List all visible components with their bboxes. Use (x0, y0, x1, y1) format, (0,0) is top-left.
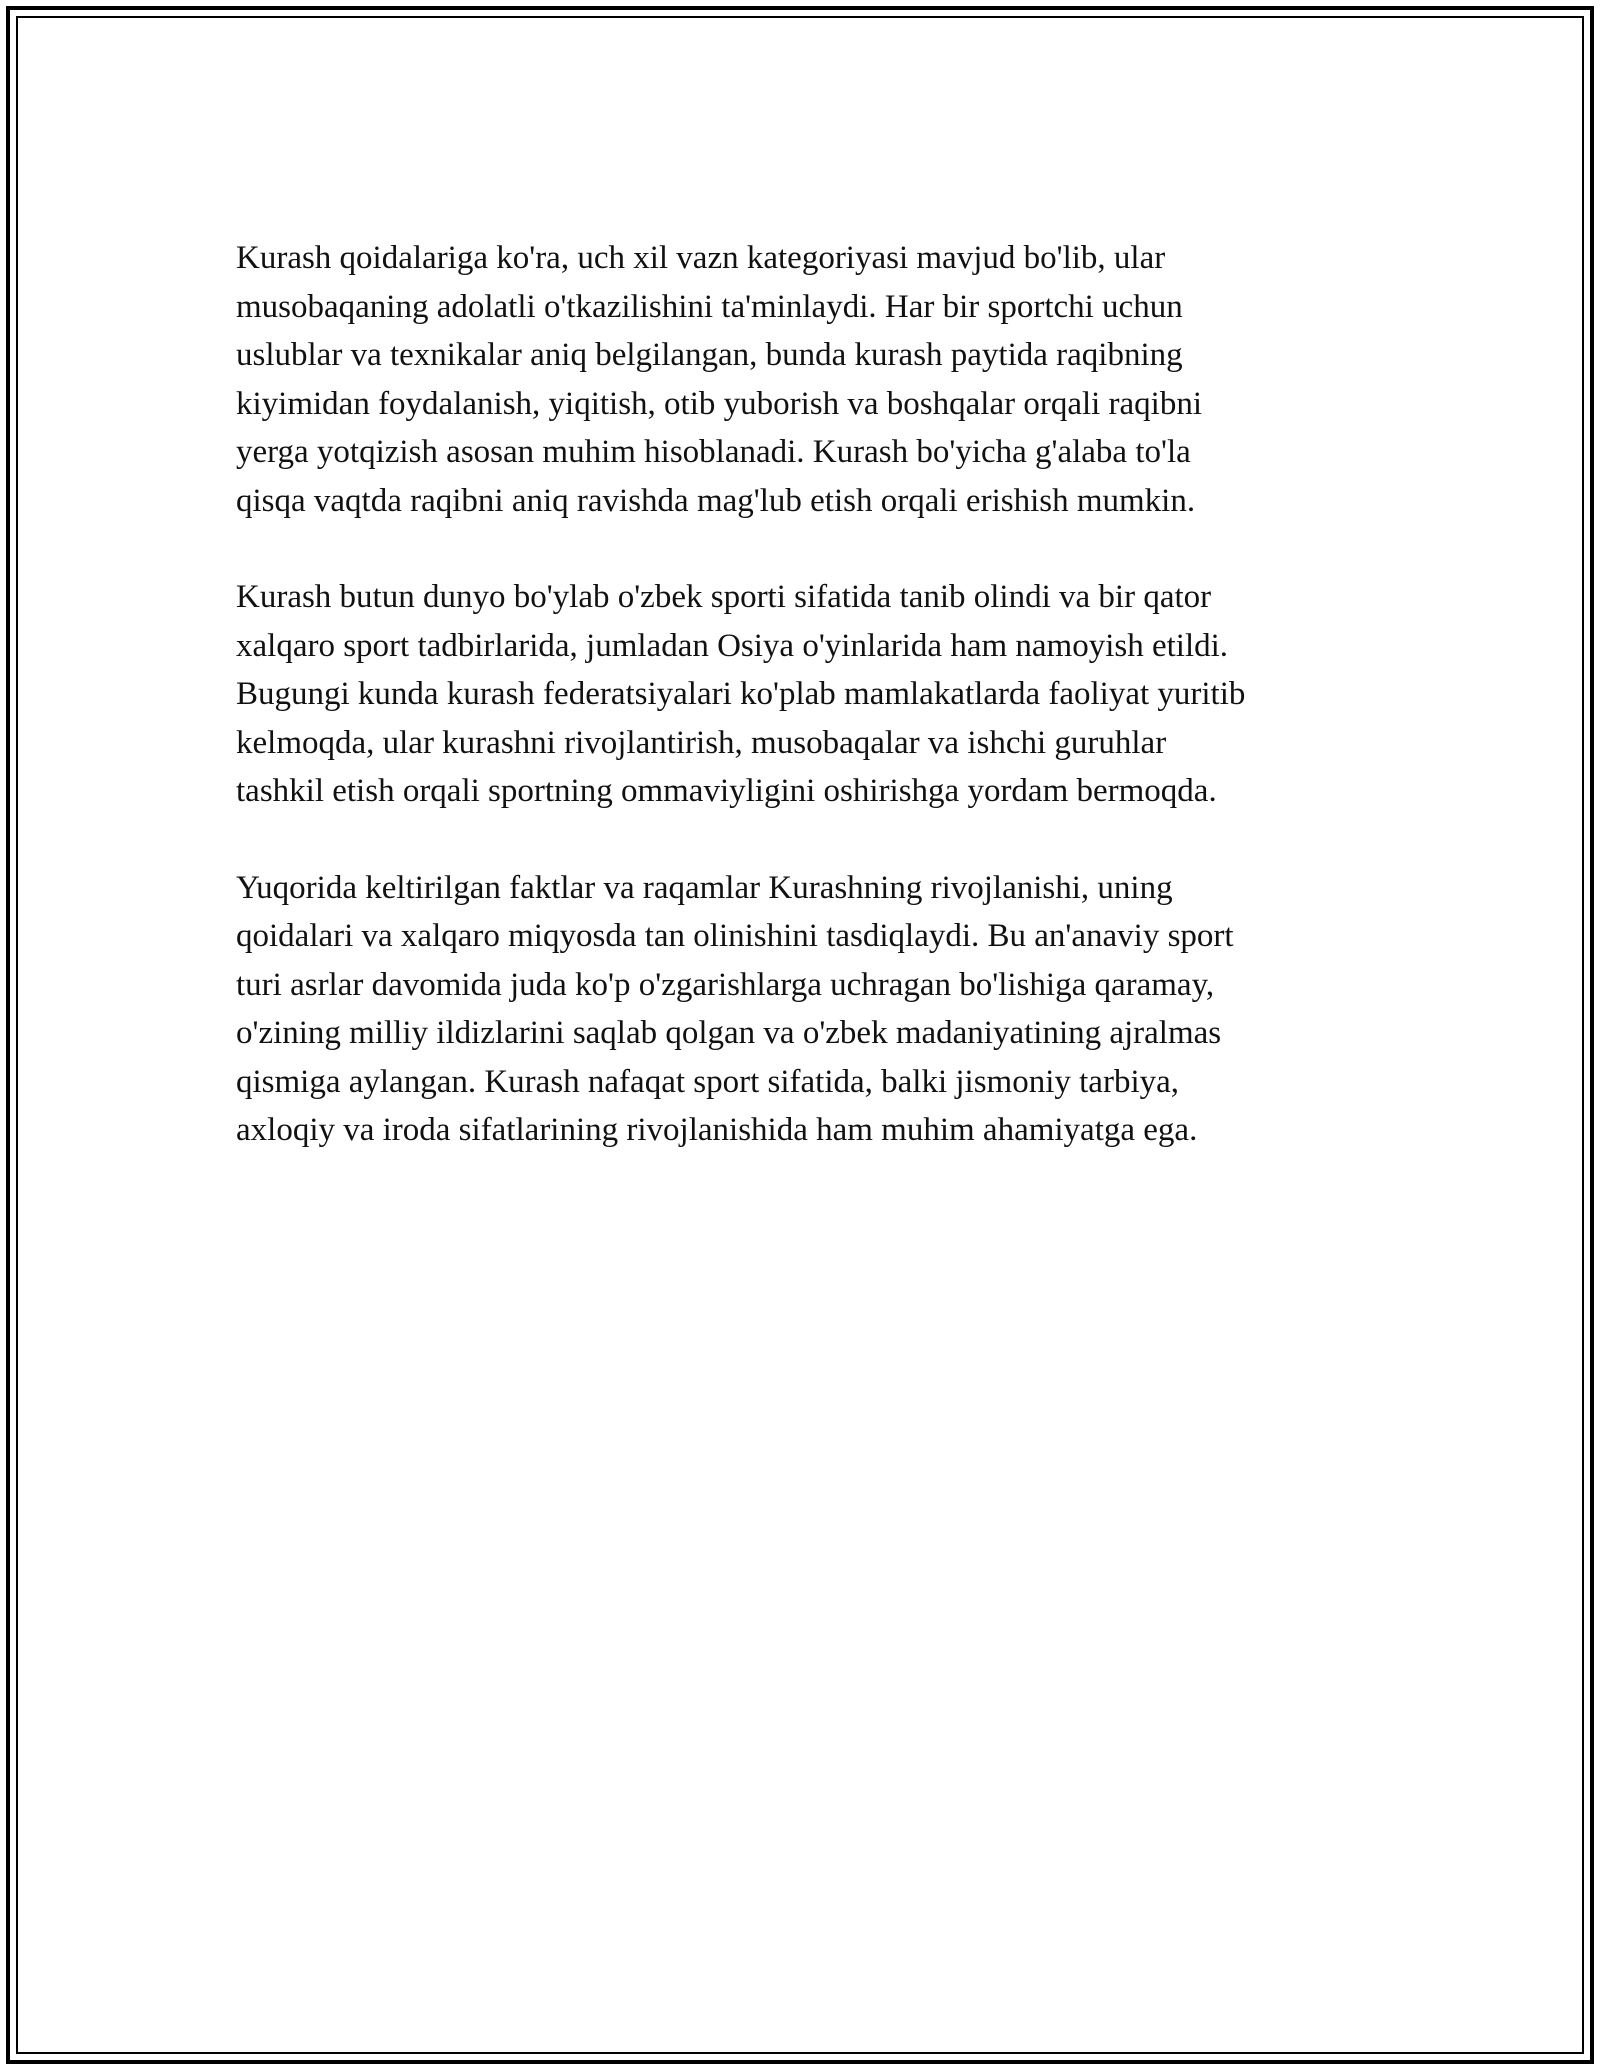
paragraph-recognition: Kurash butun dunyo bo'ylab o'zbek sporti sifatida tanib olindi va bir qator xalqaro sport tadbirlarida, jumladan Osiya o'yinlarida ham namoyish etildi. Bugungi kunda kurash federatsiyalari ko'plab mamlakatlarda faoliyat yuritib kelmoqda, ular kurashni rivojlantirish, musobaqalar va ishchi guruhlar tashkil etish orqali sportning ommaviyligini oshirishga yordam bermoqda. (236, 579, 1246, 809)
paragraph-conclusion: Yuqorida keltirilgan faktlar va raqamlar Kurashning rivojlanishi, uning qoidalari va xalqaro miqyosda tan olinishini tasdiqlaydi. Bu an'anaviy sport turi asrlar davomida juda ko'p o'zgarishlarga uchragan bo'lishiga qaramay, o'zining milliy ildizlarini saqlab qolgan va o'zbek madaniyatining ajralmas qismiga aylangan. Kurash nafaqat sport sifatida, balki jismoniy tarbiya, axloqiy va iroda sifatlarining rivojlanishida ham muhim ahamiyatga ega. (236, 869, 1234, 1148)
document-body (236, 234, 1386, 1203)
paragraph-rules: Kurash qoidalariga ko'ra, uch xil vazn kategoriyasi mavjud bo'lib, ular musobaqaning adolatli o'tkazilishini ta'minlaydi. Har bir sportchi uchun uslublar va texnikalar aniq belgilangan, bunda kurash paytida raqibning kiyimidan foydalanish, yiqitish, otib yuborish va boshqalar orqali raqibni yerga yotqizish asosan muhim hisoblanadi. Kurash bo'yicha g'alaba to'la qisqa vaqtda raqibni aniq ravishda mag'lub etish orqali erishish mumkin. (236, 240, 1203, 519)
